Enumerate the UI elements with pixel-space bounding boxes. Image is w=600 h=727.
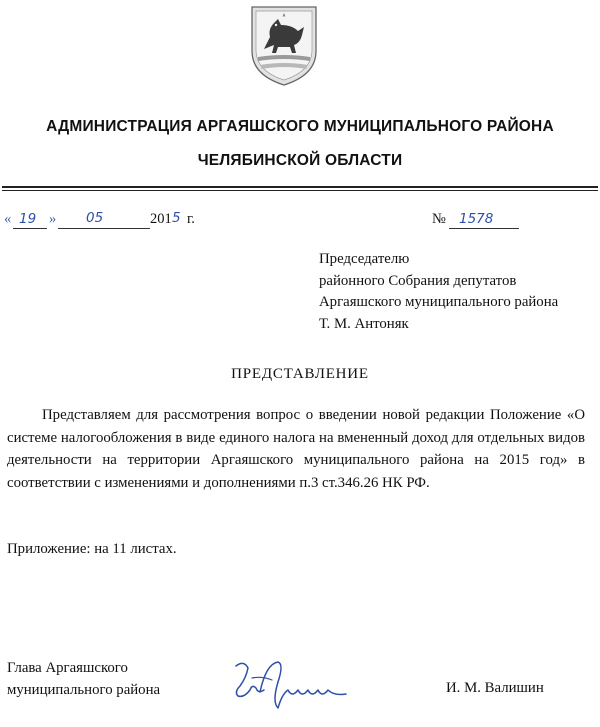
coat-of-arms-emblem [248, 3, 320, 89]
header-rule-thin [2, 190, 598, 191]
addressee-line: Председателю [319, 251, 410, 267]
month-underline [58, 211, 150, 229]
number-value: 1578 [459, 211, 494, 227]
document-date [4, 211, 214, 233]
date-year-mark: г. [187, 211, 195, 227]
date-year-suffix: 5 [172, 210, 181, 226]
organization-region: ЧЕЛЯБИНСКОЙ ОБЛАСТИ [197, 152, 403, 169]
signatory-position [7, 657, 160, 701]
addressee-line: районного Собрания депутатов [319, 272, 517, 289]
signatory-name: И. М. Валишин [446, 680, 544, 696]
document-number [432, 211, 522, 233]
date-day: 19 [19, 211, 37, 227]
date-month: 05 [86, 210, 104, 226]
number-sign: № [432, 211, 446, 227]
date-open-quote: « [4, 211, 12, 227]
addressee-block [319, 249, 558, 335]
addressee-line: Т. М. Антоняк [319, 315, 409, 332]
body-paragraph: Представляем для рассмотрения вопрос о введении новой редакции Положение «О системе налогообложения в виде единого налога на вмененный доход для отдельных видов деятельности на территории Аргаяшского муниципального района на 2015 год» в соответствии с изменениями и дополнениями п.3 ст.346.26 НК РФ. [7, 407, 585, 491]
handwritten-signature [222, 656, 352, 714]
document-title: ПРЕДСТАВЛЕНИЕ [231, 366, 369, 382]
addressee-line: Аргаяшского муниципального района [319, 294, 559, 310]
header-rule-thick [2, 186, 598, 188]
date-close-quote: » [49, 211, 57, 227]
date-year-prefix: 201 [150, 211, 172, 227]
signatory-position-line: муниципального района [7, 682, 161, 698]
signatory-position-line: Глава Аргаяшского [7, 660, 128, 676]
organization-name: АДМИНИСТРАЦИЯ АРГАЯШСКОГО МУНИЦИПАЛЬНОГО РАЙОНА [46, 118, 554, 135]
attachment-note: Приложение: на 11 листах. [7, 541, 177, 557]
